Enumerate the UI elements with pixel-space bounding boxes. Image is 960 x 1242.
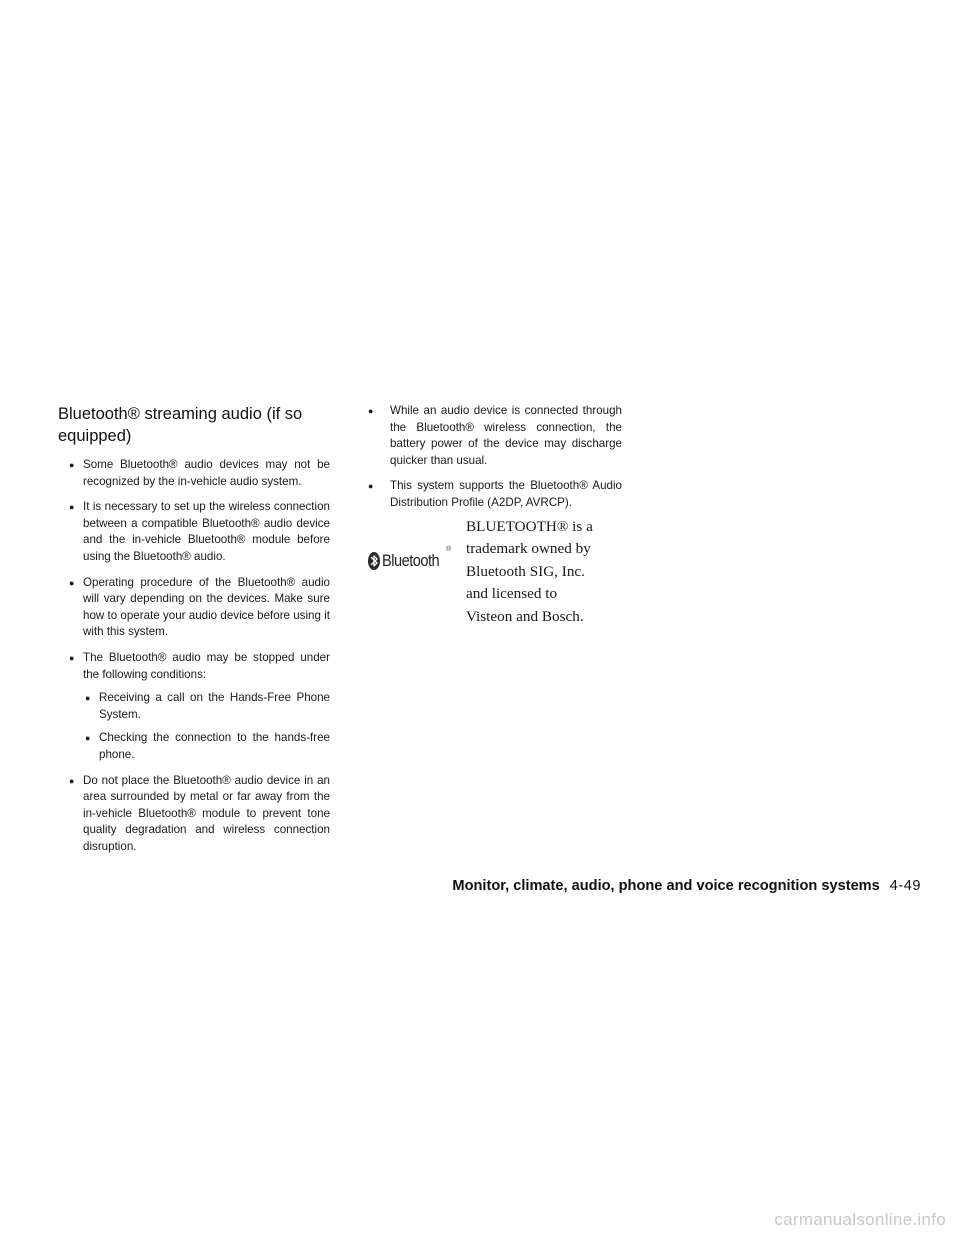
page-number: 4-49 — [889, 878, 921, 894]
watermark: carmanualsonline.info — [774, 1210, 946, 1229]
left-bullet-list — [58, 457, 330, 855]
page-footer — [452, 878, 921, 894]
right-column — [368, 403, 622, 521]
bluetooth-logo-reg: ® — [446, 546, 452, 553]
sub-list-item: ● Checking the connection to the hands-free phone. — [83, 730, 330, 763]
bluetooth-logo — [368, 546, 468, 576]
bluetooth-icon — [368, 552, 380, 570]
trademark-line: BLUETOOTH® is a — [466, 518, 593, 535]
list-item-with-sublist — [58, 650, 330, 764]
right-bullet-list — [368, 403, 622, 512]
list-item: ● Do not place the Bluetooth® audio device in an area surrounded by metal or far away from the in-vehicle Bluetooth® module to prevent tone quality degradation and wireless connection disruption. — [58, 773, 330, 856]
sub-bullet-list — [83, 690, 330, 763]
list-item-text: The Bluetooth® audio may be stopped under the following conditions: — [83, 650, 330, 681]
list-item: ● It is necessary to set up the wireless connection between a compatible Bluetooth® audio device and the in-vehicle Bluetooth® module before using the Bluetooth® audio. — [58, 499, 330, 565]
list-item: ● Some Bluetooth® audio devices may not be recognized by the in-vehicle audio system. — [58, 457, 330, 490]
sub-list-item: ● Receiving a call on the Hands-Free Phone System. — [83, 690, 330, 723]
list-item: ● Operating procedure of the Bluetooth® audio will vary depending on the devices. Make sure how to operate your audio device before using it with this system. — [58, 575, 330, 641]
section-title: Bluetooth® streaming audio (if so equipped) — [58, 405, 303, 445]
left-column — [58, 403, 330, 864]
trademark-line: Bluetooth SIG, Inc. — [466, 562, 585, 580]
trademark-line: Visteon and Bosch. — [466, 607, 584, 625]
bluetooth-trademark-block — [368, 516, 628, 625]
list-item: ● This system supports the Bluetooth® Audio Distribution Profile (A2DP, AVRCP). — [368, 478, 622, 511]
chapter-title: Monitor, climate, audio, phone and voice recognition systems — [452, 878, 880, 894]
bluetooth-logo-word: Bluetooth — [382, 551, 440, 570]
trademark-text — [466, 516, 626, 628]
trademark-line: and licensed to — [466, 585, 558, 603]
trademark-line: trademark owned by — [466, 540, 591, 558]
list-item: ● While an audio device is connected through the Bluetooth® wireless connection, the battery power of the device may discharge quicker than usual. — [368, 403, 622, 469]
